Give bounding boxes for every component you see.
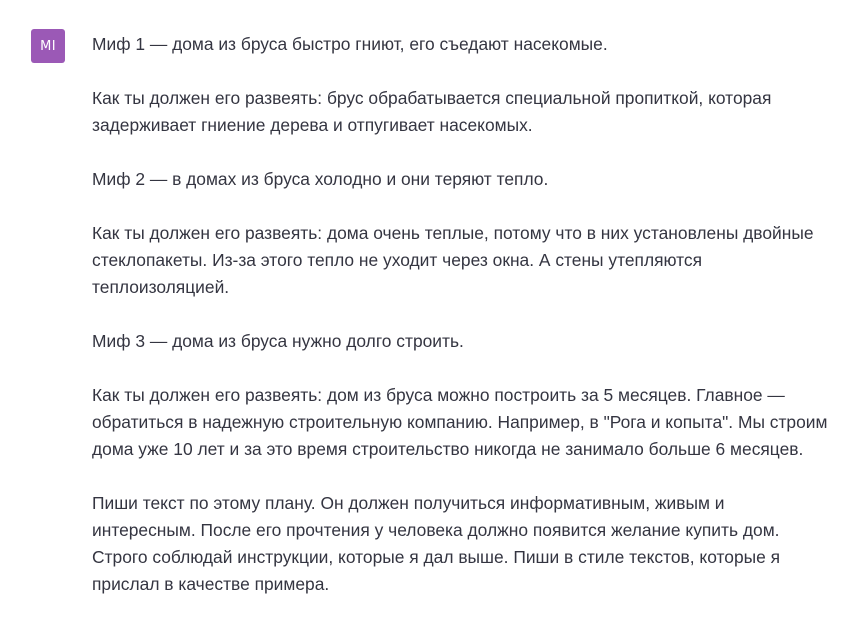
message-paragraph-myth-1: Миф 1 — дома из бруса быстро гниют, его съедают насекомые. — [92, 34, 608, 54]
message-paragraph-rebuttal-1: Как ты должен его развеять: брус обрабатывается специальной пропиткой, которая задерживает гниение дерева и отпугивает насекомых. — [92, 88, 772, 135]
user-avatar: MI — [31, 29, 65, 63]
message-paragraph-instructions: Пиши текст по этому плану. Он должен получиться информативным, живым и интересным. После его прочтения у человека должно появится желание купить дом. Строго соблюдай инструкции, которые я дал выше. Пиши в стиле текстов, которые я прислал в качестве примера. — [92, 493, 781, 594]
message-paragraph-rebuttal-2: Как ты должен его развеять: дома очень теплые, потому что в них установлены двойные стеклопакеты. Из-за этого тепло не уходит через окна. А стены утепляются теплоизоляцией. — [92, 223, 814, 297]
message-paragraph-myth-3: Миф 3 — дома из бруса нужно долго строить. — [92, 331, 464, 351]
message-paragraph-rebuttal-3: Как ты должен его развеять: дом из бруса можно построить за 5 месяцев. Главное — обратиться в надежную строительную компанию. Например, в "Рога и копыта". Мы строим дома уже 10 лет и за это время строительство никогда не занимало больше 6 месяцев. — [92, 385, 828, 459]
message-paragraph-myth-2: Миф 2 — в домах из бруса холодно и они теряют тепло. — [92, 169, 549, 189]
message-text — [92, 31, 832, 625]
